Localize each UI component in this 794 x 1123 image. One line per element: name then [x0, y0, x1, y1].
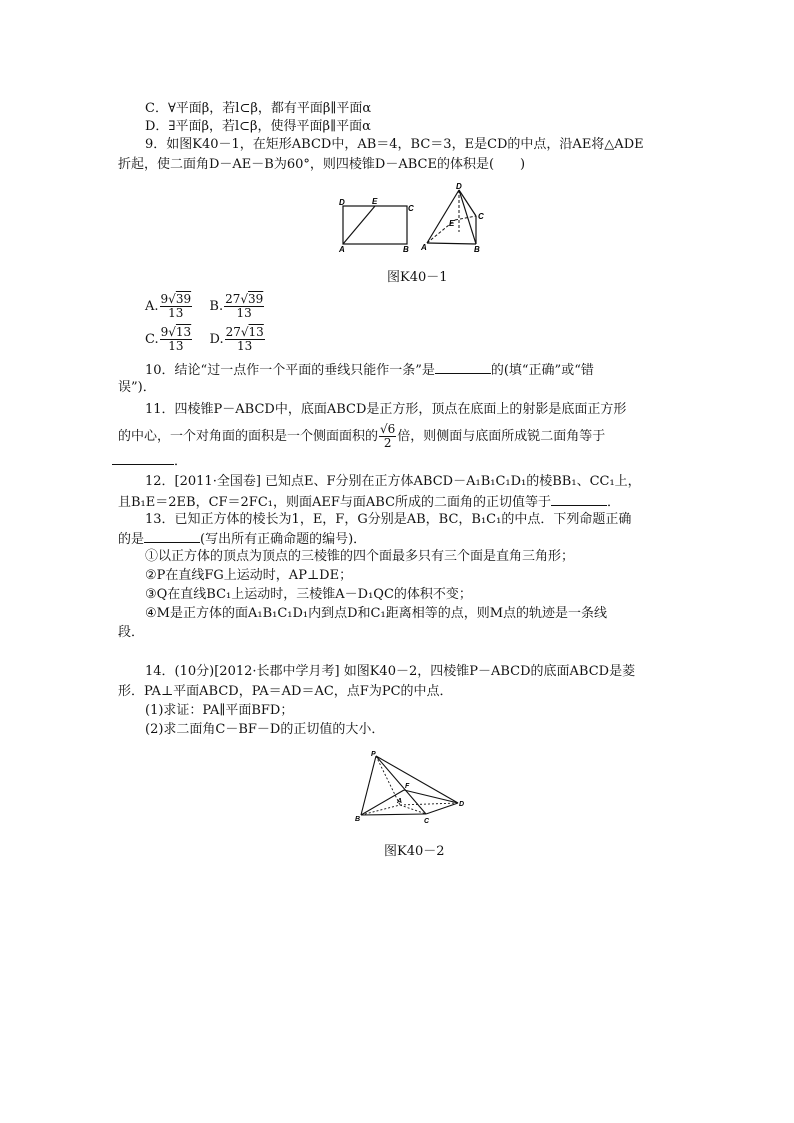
label-d: D	[339, 198, 345, 207]
edge-ad-hidden	[400, 803, 458, 805]
answer-blank-12[interactable]	[551, 493, 607, 506]
label-e: E	[372, 197, 378, 206]
figure-k40-1-caption: 图K40－1	[387, 270, 448, 285]
edge-ba-hidden	[361, 805, 400, 815]
label-b: B	[355, 816, 361, 823]
edge-db	[459, 190, 476, 244]
question-14-part-1: (1)求证：PA∥平面BFD；	[145, 703, 294, 718]
question-13-line-2: 的是 (写出所有正确命题的编号)．	[118, 532, 367, 547]
label-e2: E	[449, 219, 455, 228]
question-13-item-4: ④M是正方体的面A₁B₁C₁D₁内到点D和C₁距离相等的点，则M点的轨迹是一条线	[145, 606, 608, 621]
edge-pb	[361, 756, 376, 815]
edge-ec-hidden	[455, 216, 476, 220]
question-13-item-3: ③Q在直线BC₁上运动时，三棱锥A－D₁QC的体积不变；	[145, 587, 472, 602]
question-13-line-1: 13．已知正方体的棱长为1，E，F，G分别是AB，BC，B₁C₁的中点．下列命题正确	[145, 512, 632, 527]
edge-ab	[427, 243, 476, 244]
question-11-line-3: ．	[112, 452, 187, 470]
label-a: A	[397, 798, 403, 805]
question-13-item-1: ①以正方体的顶点为顶点的三棱锥的四个面最多只有三个面是直角三角形；	[145, 549, 575, 564]
question-9-line-1: 9．如图K40－1，在矩形ABCD中，AB＝4，BC＝3，E是CD的中点，沿AE将△ADE	[145, 137, 644, 152]
option-b-value: $\frac{27√39}{13}$	[225, 292, 264, 320]
option-a-value: $\frac{9√39}{13}$	[160, 292, 192, 320]
question-11-line-1: 11．四棱锥P－ABCD中，底面ABCD是正方形，顶点在底面上的射影是底面正方形	[145, 402, 627, 417]
segment-ae	[343, 206, 375, 244]
edge-cd	[426, 803, 458, 814]
edge-bc	[361, 814, 426, 815]
figure-k40-1	[333, 180, 493, 255]
options-cd	[145, 320, 266, 360]
label-a2: A	[421, 243, 427, 252]
question-12-line-2: 且B₁E＝2EB，CF＝2FC₁，则面AEF与面ABC所成的二面角的正切值等于 ．	[118, 495, 621, 510]
label-b2: B	[474, 245, 480, 254]
option-c-line: C．∀平面β，若l⊂β，都有平面β∥平面α	[145, 101, 372, 116]
label-b: B	[403, 245, 409, 254]
question-11-line-2: 的中心，一个对角面的面积是一个侧面面积的 $\frac{√6}{2}$ 倍，则侧面与底面所成锐二面角等于	[118, 422, 606, 450]
answer-blank-10[interactable]	[435, 361, 491, 374]
question-9-line-2: 折起，使二面角D－AE－B为60°，则四棱锥D－ABCE的体积是( )	[118, 157, 526, 172]
edge-da	[427, 190, 459, 243]
label-c: C	[408, 204, 414, 213]
question-10-line-1: 10．结论“过一点作一个平面的垂线只能作一条”是 的(填“正确”或“错	[145, 363, 594, 378]
label-a: A	[339, 245, 345, 254]
option-c-value: $\frac{9√13}{13}$	[160, 325, 192, 353]
question-14-part-2: (2)求二面角C－BF－D的正切值的大小．	[145, 722, 385, 737]
edge-dc	[459, 190, 476, 216]
answer-blank-13[interactable]	[144, 530, 200, 543]
answer-blank-11[interactable]	[112, 452, 174, 465]
label-c: C	[424, 818, 430, 825]
option-c-letter: C.	[145, 332, 159, 347]
label-p: P	[371, 751, 376, 758]
question-14-line-2: 形．PA⊥平面ABCD，PA＝AD＝AC，点F为PC的中点．	[118, 684, 453, 699]
q11-fraction: $\frac{√6}{2}$	[380, 422, 396, 450]
option-b-letter: B.	[209, 299, 224, 314]
question-13-item-2: ②P在直线FG上运动时，AP⊥DE；	[145, 568, 353, 583]
option-d-letter: D.	[209, 332, 224, 347]
figure-k40-2	[352, 748, 470, 828]
label-d: D	[459, 801, 465, 808]
rectangle-abcd	[343, 206, 407, 244]
option-a-letter: A.	[145, 299, 159, 314]
label-f: F	[405, 783, 410, 790]
question-14-line-1: 14．(10分)[2012·长郡中学月考] 如图K40－2，四棱锥P－ABCD的底面ABCD是菱	[145, 664, 636, 679]
option-d-value: $\frac{27√13}{13}$	[225, 325, 264, 353]
label-d2: D	[456, 182, 462, 191]
edge-fd	[404, 790, 458, 803]
question-13-item-4-cont: 段．	[118, 625, 145, 640]
option-d-line: D．∃平面β，若l⊂β，使得平面β∥平面α	[145, 119, 371, 134]
question-12-line-1: 12．[2011·全国卷] 已知点E、F分别在正方体ABCD－A₁B₁C₁D₁的棱BB₁、CC₁上，	[145, 474, 641, 489]
edge-pd	[376, 756, 458, 803]
question-10-line-2: 误”)．	[118, 380, 156, 395]
figure-k40-2-caption: 图K40－2	[384, 844, 445, 859]
label-c2: C	[478, 212, 484, 221]
